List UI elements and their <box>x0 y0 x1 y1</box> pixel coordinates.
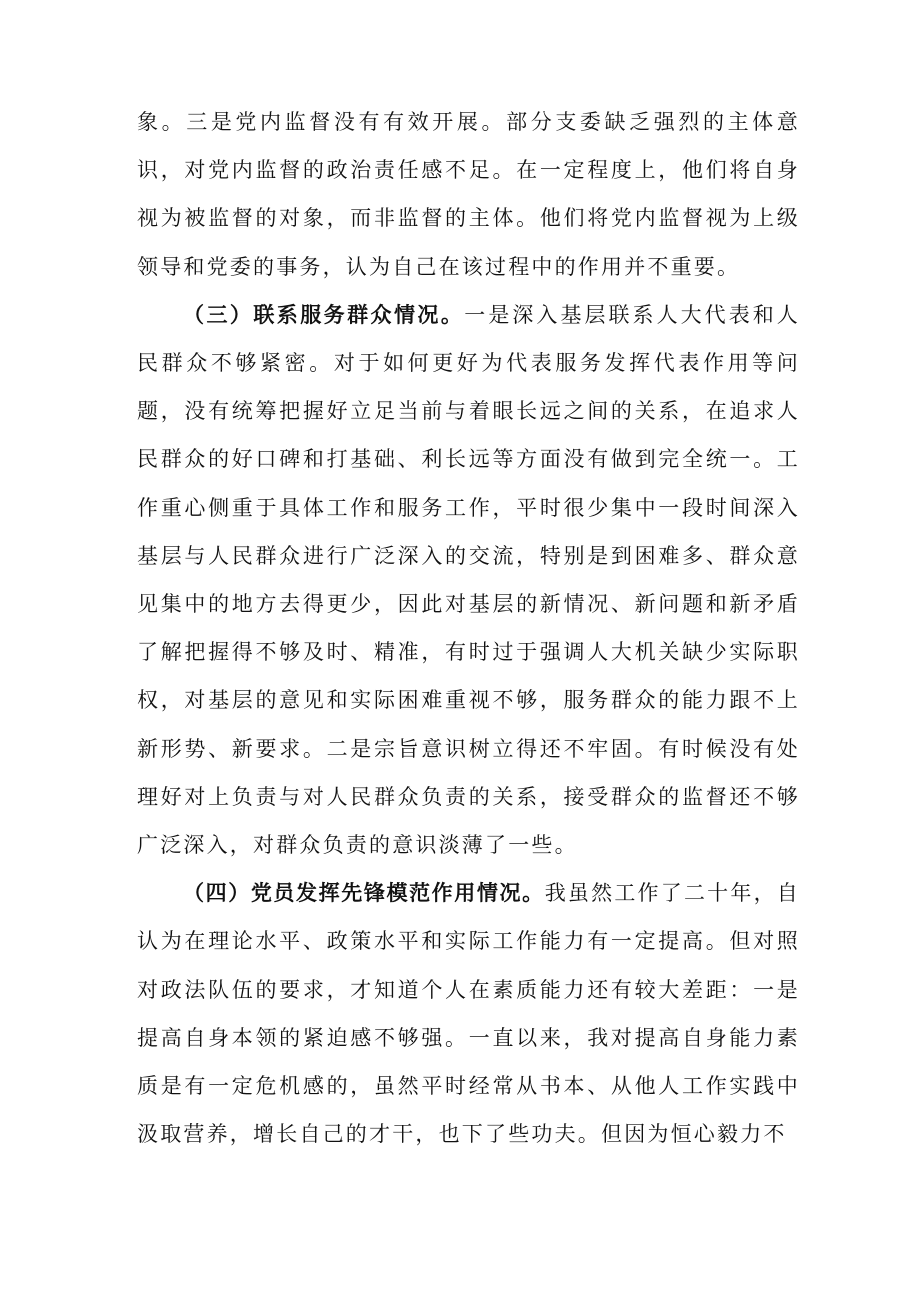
paragraph-body: 一是深入基层联系人大代表和人民群众不够紧密。对于如何更好为代表服务发挥代表作用等问题，没有统筹把握好立足当前与着眼长远之间的关系，在追求人民群众的好口碑和打基础、利长远等方面没有做到完全统一。工作重心侧重于具体工作和服务工作，平时很少集中一段时间深入基层与人民群众进行广泛深入的交流，特别是到困难多、群众意见集中的地方去得更少，因此对基层的新情况、新问题和新矛盾了解把握得不够及时、精准，有时过于强调人大机关缺少实际职权，对基层的意见和实际困难重视不够，服务群众的能力跟不上新形势、新要求。二是宗旨意识树立得还不牢固。有时候没有处理好对上负责与对人民群众负责的关系，接受群众的监督还不够广泛深入，对群众负责的意识淡薄了一些。 <box>137 302 800 858</box>
section-heading-four: （四）党员发挥先锋模范作用情况。 <box>183 881 545 906</box>
paragraph-body: 我虽然工作了二十年，自认为在理论水平、政策水平和实际工作能力有一定提高。但对照对政法队伍的要求，才知道个人在素质能力还有较大差距：一是提高自身本领的紧迫感不够强。一直以来，我对提高自身能力素质是有一定危机感的，虽然平时经常从书本、从他人工作实践中汲取营养，增长自己的才干，也下了些功夫。但因为恒心毅力不 <box>137 881 800 1147</box>
paragraph-body: 象。三是党内监督没有有效开展。部分支委缺乏强烈的主体意识，对党内监督的政治责任感不足。在一定程度上，他们将自身视为被监督的对象，而非监督的主体。他们将党内监督视为上级领导和党委的事务，认为自己在该过程中的作用并不重要。 <box>137 110 800 279</box>
paragraph-continued <box>137 98 800 291</box>
paragraph-section-four <box>137 869 800 1158</box>
paragraph-section-three <box>137 291 800 869</box>
section-heading-three: （三）联系服务群众情况。 <box>183 302 465 327</box>
